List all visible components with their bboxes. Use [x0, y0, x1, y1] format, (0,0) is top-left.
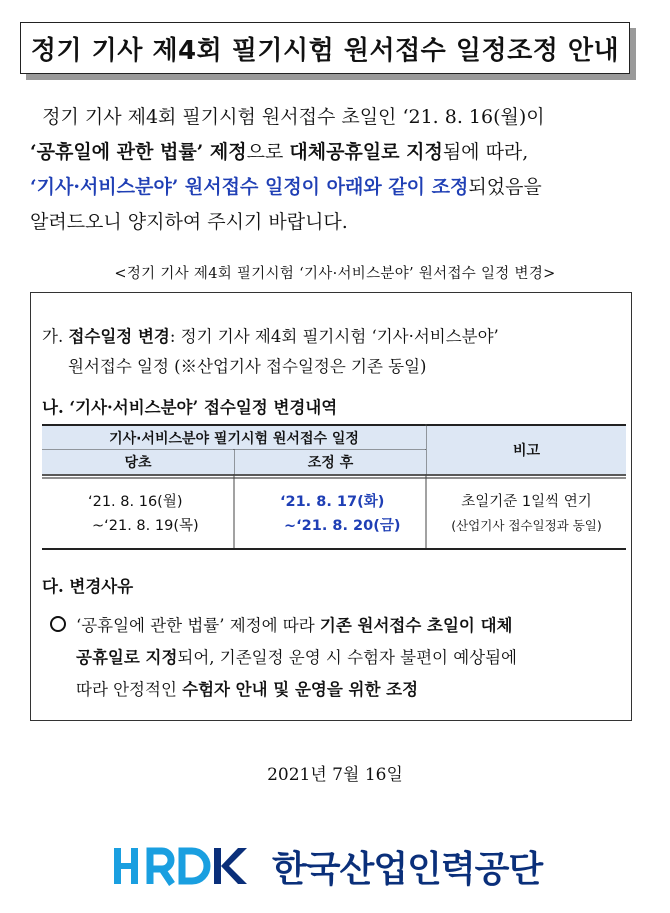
intro-text-7: 되었음을	[468, 176, 542, 198]
section-c-text-5: 따라 안정적인	[76, 680, 183, 699]
schedule-table	[42, 424, 626, 550]
section-c-text-1: ‘공휴일에 관한 법률’ 제정에 따라	[76, 616, 320, 635]
intro-line-4	[30, 205, 642, 240]
circle-bullet-icon	[50, 616, 66, 632]
hrdk-logo	[110, 838, 560, 894]
section-c-text-6: 수험자 안내 및 운영을 위한 조정	[182, 680, 419, 699]
schedule-caption: <정기 기사 제4회 필기시험 ‘기사·서비스분야’ 원서접수 일정 변경>	[114, 266, 556, 282]
intro-text-5: 됨에 따라,	[442, 141, 529, 163]
intro-text-4: 대체공휴일로 지정	[289, 141, 443, 163]
intro-text-3: 으로	[246, 141, 290, 163]
table-cell-adjusted	[274, 480, 424, 548]
intro-line-2	[30, 135, 642, 170]
section-c-text-3: 공휴일로 지정	[76, 648, 178, 667]
document-date: 2021년 7월 16일	[267, 765, 403, 785]
section-c-title: 다. 변경사유	[42, 577, 134, 596]
table-cell-note	[427, 480, 626, 548]
table-col-adjusted: 조정 후	[235, 450, 426, 474]
section-c-text-2: 기존 원서접수 초일이 대체	[319, 616, 513, 635]
section-a-label: 접수일정 변경	[68, 327, 170, 346]
section-c-line-2	[50, 642, 620, 674]
original-date-end: ~‘21. 8. 19(목)	[92, 518, 199, 534]
hrdk-acronym-icon	[110, 844, 260, 888]
intro-text-1: 정기 기사 제4회 필기시험 원서접수 초일인 ‘21. 8. 16(월)이	[42, 106, 545, 128]
adjusted-date-start: ‘21. 8. 17(화)	[280, 494, 385, 510]
intro-text-8: 알려드오니 양지하여 주시기 바랍니다.	[30, 211, 348, 233]
intro-paragraph	[30, 100, 642, 240]
section-c-line-1	[50, 610, 620, 642]
section-c-text-4: 되어, 기존일정 운영 시 수험자 불편이 예상됨에	[177, 648, 517, 667]
table-col-original: 당초	[42, 450, 234, 474]
note-line-2: (산업기사 접수일정과 동일)	[451, 518, 602, 533]
section-a-text-1: : 정기 기사 제4회 필기시험 ‘기사·서비스분야’	[169, 327, 499, 346]
hrdk-logo-name: 한국산업인력공단	[272, 848, 543, 890]
table-cell-original	[82, 480, 232, 548]
table-col-note: 비고	[427, 426, 626, 474]
adjusted-date-end: ~‘21. 8. 20(금)	[284, 518, 401, 534]
section-c-line-3	[50, 674, 620, 706]
title-box	[20, 22, 630, 74]
page-title: 정기 기사 제4회 필기시험 원서접수 일정조정 안내	[30, 35, 620, 66]
section-c-body	[50, 610, 620, 706]
section-a	[42, 322, 632, 382]
section-a-line-1	[42, 322, 632, 352]
section-a-line-2: 원서접수 일정 (※산업기사 접수일정은 기존 동일)	[68, 357, 427, 376]
section-b-title: 나. ‘기사·서비스분야’ 접수일정 변경내역	[42, 398, 338, 417]
original-date-start: ‘21. 8. 16(월)	[88, 494, 183, 510]
section-a-marker: 가.	[42, 327, 64, 346]
intro-line-1	[30, 100, 642, 135]
intro-text-6: ‘기사·서비스분야’ 원서접수 일정이 아래와 같이 조정	[30, 176, 469, 198]
table-group-header: 기사·서비스분야 필기시험 원서접수 일정	[42, 426, 426, 449]
note-line-1: 초일기준 1일씩 연기	[461, 494, 592, 510]
intro-line-3	[30, 170, 642, 205]
intro-text-2: ‘공휴일에 관한 법률’ 제정	[30, 141, 247, 163]
